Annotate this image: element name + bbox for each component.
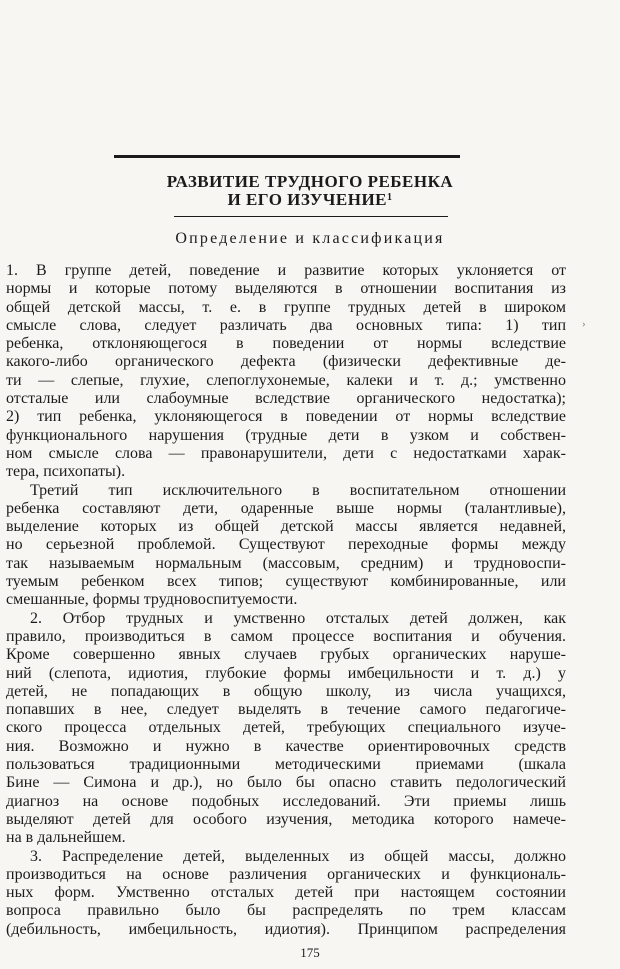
text-line: попавших в нее, следует выделять в течение самого педагогиче-	[6, 701, 566, 719]
chapter-title-line2	[0, 190, 620, 210]
text-line: какого-либо органического дефекта (физически дефективные де-	[6, 353, 566, 371]
text-line: смысле слова, следует различать два основных типа: 1) тип	[6, 316, 566, 334]
paragraph-4	[6, 848, 566, 939]
chapter-title-line1: РАЗВИТИЕ ТРУДНОГО РЕБЕНКА	[166, 172, 454, 191]
text-line: ных форм. Умственно отсталых детей при настоящем состоянии	[6, 884, 566, 902]
text-line: нормы и которые потому выделяются в отношении воспитания из	[6, 280, 566, 298]
page-number: 175	[300, 945, 320, 960]
text-line: выделение которых из общей детской массы является недавней,	[6, 518, 566, 536]
text-line: ном смысле слова — правонарушители, дети с недостатками харак-	[6, 444, 566, 462]
chapter-title-line2-text: И ЕГО ИЗУЧЕНИЕ	[227, 190, 388, 209]
text-line: отсталые или слабоумные вследствие органического недостатка);	[6, 390, 566, 408]
text-line: диагноз на основе подобных исследований. Эти приемы лишь	[6, 792, 566, 810]
text-line: производиться на основе различения органических и функциональ-	[6, 865, 566, 883]
text-line: Третий тип исключительного в воспитательном отношении	[30, 481, 566, 499]
footnote-mark: 1	[387, 192, 393, 203]
text-line: тера, психопаты).	[6, 463, 126, 481]
body-text	[6, 262, 566, 939]
text-line: 1. В группе детей, поведение и развитие которых уклоняется от	[6, 262, 566, 279]
text-line: ребенка, отклоняющегося в поведении от нормы вследствие	[6, 335, 566, 353]
text-line: но серьезной проблемой. Существуют переходные формы между	[6, 536, 566, 554]
text-line: туемым ребенком всех типов; существуют комбинированные, или	[6, 573, 566, 591]
text-line: ского процесса отдельных детей, требующих специального изуче-	[6, 719, 566, 737]
text-line: 3. Распределение детей, выделенных из общей массы, должно	[30, 847, 566, 865]
text-line: ния. Возможно и нужно в качестве ориентировочных средств	[6, 737, 566, 755]
scan-speck: ›	[582, 318, 586, 330]
paragraph-2	[6, 482, 566, 610]
text-line: на в дальнейшем.	[6, 829, 126, 847]
text-line: функционального нарушения (трудные дети в узком и собствен-	[6, 426, 566, 444]
text-line: смешанные, формы трудновоспитуемости.	[6, 591, 298, 609]
text-line: детей, не попадающих в общую школу, из числа учащихся,	[6, 682, 566, 700]
text-line: (дебильность, имбецильность, идиотия). Принципом распределения	[6, 920, 566, 938]
text-line: Бине — Симона и др.), но было бы опасно ставить педологический	[6, 774, 566, 792]
text-line: ний (слепота, идиотия, глубокие формы имбецильности и т. д.) у	[6, 664, 566, 682]
text-line: так называемым нормальным (массовым, средним) и трудновоспи-	[6, 554, 566, 572]
text-line: 2. Отбор трудных и умственно отсталых детей должен, как	[30, 609, 566, 627]
top-rule	[114, 155, 460, 158]
text-line: общей детской массы, т. е. в группе трудных детей в широком	[6, 298, 566, 316]
paragraph-3	[6, 610, 566, 848]
title-rule	[174, 216, 448, 217]
text-line: Кроме совершенно явных случаев грубых органических наруше-	[6, 646, 566, 664]
text-line: ти — слепые, глухие, слепоглухонемые, калеки и т. д.; умственно	[6, 371, 566, 389]
text-line: правило, производиться в самом процессе воспитания и обучения.	[6, 627, 566, 645]
text-line: ребенка составляют дети, одаренные выше нормы (талантливые),	[6, 499, 566, 517]
text-line: выделяют детей для особого изучения, методика которого намече-	[6, 810, 566, 828]
text-line: вопроса правильно было бы распределять по трем классам	[6, 902, 566, 920]
text-line: пользоваться традиционными методическими приемами (шкала	[6, 756, 566, 774]
paragraph-1	[6, 262, 566, 482]
text-line: 2) тип ребенка, уклоняющегося в поведении от нормы вследствие	[6, 408, 566, 426]
section-subtitle: Определение и классификация	[175, 230, 445, 247]
